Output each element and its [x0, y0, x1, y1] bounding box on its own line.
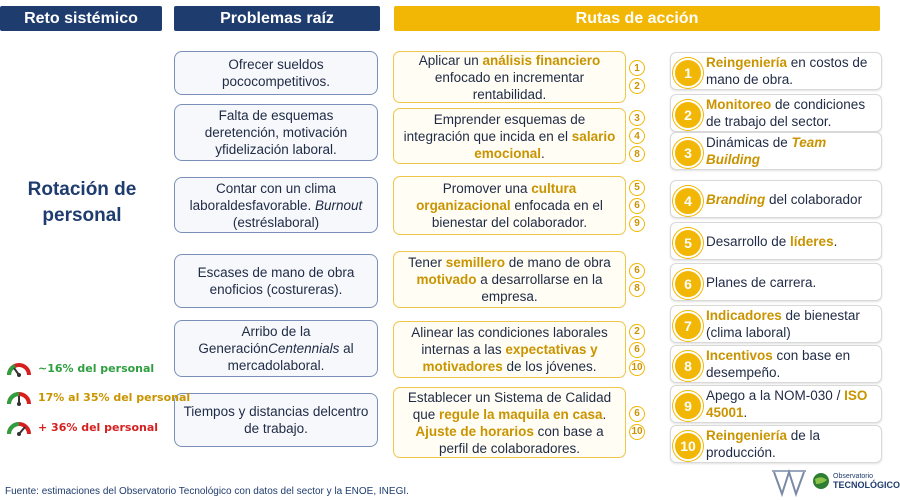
problem-box: [174, 320, 378, 377]
action-number-badge: 4: [673, 186, 703, 216]
route-text-segment: de los jóvenes.: [502, 359, 597, 374]
systemic-challenge: [0, 177, 164, 229]
route-text-segment: Ajuste de horarios: [415, 423, 534, 439]
action-text: [706, 387, 875, 421]
problem-text-segment: centro de trabajo.: [244, 404, 369, 436]
problem-text-segment: Falta de esquemas de: [204, 108, 334, 140]
action-text-segment: Dinámicas de: [706, 135, 792, 150]
problem-text: [181, 264, 371, 298]
route-text: [400, 180, 619, 231]
gauge-high-icon: [6, 416, 32, 438]
action-text-segment: Branding: [706, 191, 766, 207]
action-text: [706, 134, 875, 168]
legend-item-low: [6, 357, 154, 379]
route-text-segment: Tener: [408, 255, 446, 270]
source-note: Fuente: estimaciones del Observatorio Tecnológico con datos del sector y la ENOE, INEGI.: [5, 486, 409, 497]
problem-text: [181, 323, 371, 374]
route-text-segment: enfocado en incrementar rentabilidad.: [434, 69, 585, 102]
institution-logo-icon: [772, 468, 806, 498]
action-item: [670, 94, 882, 132]
legend-item-high: [6, 416, 158, 438]
problem-text-segment: (estrés: [232, 214, 275, 230]
header-systemic: Reto sistémico: [0, 6, 162, 31]
route-text-segment: cultura organizacional: [416, 181, 577, 213]
action-item: [670, 52, 882, 90]
route-text-segment: expectativas y motivadores: [422, 342, 598, 374]
route-box: [393, 176, 626, 235]
action-item: [670, 132, 882, 170]
route-action-number: 4: [629, 128, 645, 144]
action-number-badge: 5: [673, 228, 703, 258]
action-text-segment: de bienestar (clima laboral): [706, 308, 860, 340]
action-text: [706, 191, 862, 208]
problem-text-segment: desfavorable.: [230, 197, 316, 213]
gauge-mid-icon: [6, 386, 32, 408]
observatorio-logo: [812, 472, 900, 490]
action-text: [706, 427, 875, 461]
problem-text: [181, 180, 371, 231]
problem-box: [174, 393, 378, 447]
action-number-badge: 10: [673, 431, 703, 461]
action-text-segment: en costos de mano de obra.: [706, 55, 868, 87]
globe-icon: [812, 472, 830, 490]
logo-text: Observatorio: [833, 473, 874, 480]
action-text-segment: ISO 45001: [706, 388, 868, 420]
problem-text-segment: competitivos.: [251, 74, 331, 89]
problem-text: [181, 107, 371, 158]
action-item: [670, 305, 882, 343]
route-text: [400, 52, 619, 103]
action-number-badge: 6: [673, 269, 703, 299]
route-text-segment: a desarrollarse en la empresa.: [476, 272, 603, 304]
route-text-segment: Emprender esquemas de integración que incida en el: [403, 111, 586, 144]
route-box: [393, 251, 626, 308]
problem-text: [181, 56, 371, 90]
route-text-segment: de mano de obra: [504, 255, 611, 270]
route-text-segment: salario emocional: [474, 128, 616, 161]
legend-item-mid: [6, 386, 190, 408]
legend-label: ~16% del personal: [38, 361, 155, 375]
route-action-number: 8: [629, 281, 645, 297]
problem-text-segment: laboral.: [280, 358, 325, 373]
route-text: [400, 324, 619, 375]
action-text: [706, 233, 837, 250]
route-text-segment: Alinear las condiciones laborales internas a las: [411, 325, 608, 357]
route-action-number: 10: [629, 424, 645, 440]
problem-text-segment: Escases de mano de obra en: [197, 265, 355, 297]
route-text-segment: Promover una: [442, 181, 532, 196]
route-box: [393, 387, 626, 458]
problem-text-segment: Tiempos y distancias del: [183, 404, 331, 419]
action-text-segment: con base en desempeño.: [706, 348, 851, 380]
header-root-problems: Problemas raíz: [174, 6, 380, 31]
route-action-number: 2: [629, 78, 645, 94]
action-number-badge: 3: [673, 138, 703, 168]
route-action-number: 3: [629, 110, 645, 126]
action-text-segment: Incentivos: [706, 348, 773, 363]
route-box: [393, 51, 626, 103]
action-text-segment: del colaborador: [765, 191, 863, 207]
route-box: [393, 321, 626, 378]
route-action-number: 10: [629, 360, 645, 376]
action-text-segment: Indicadores: [706, 308, 782, 323]
action-number-badge: 7: [673, 311, 703, 341]
legend-label: 17% al 35% del personal: [38, 390, 191, 404]
route-text: [400, 389, 619, 457]
route-text-segment: enfocada en el bienestar del colaborador.: [431, 198, 603, 230]
action-text: [706, 347, 875, 381]
route-text-segment: motivado: [416, 272, 477, 287]
action-text: [706, 54, 875, 88]
problem-box: [174, 254, 378, 308]
action-number-badge: 2: [673, 100, 703, 130]
action-text-segment: Apego a la NOM-030 /: [706, 388, 845, 403]
action-number-badge: 1: [673, 58, 703, 88]
problem-box: [174, 177, 378, 233]
route-text-segment: semillero: [445, 255, 505, 270]
route-text-segment: .: [541, 145, 545, 161]
action-item: [670, 345, 882, 383]
route-text-segment: regule la maquila en casa: [438, 406, 603, 422]
gauge-low-icon: [6, 357, 32, 379]
route-text-segment: Establecer un Sistema de Calidad que: [407, 389, 612, 422]
problem-box: [174, 51, 378, 95]
problem-text-segment: Burnout: [315, 197, 363, 213]
route-text-segment: .: [602, 406, 607, 422]
route-action-number: 1: [629, 60, 645, 76]
action-item: [670, 263, 882, 301]
problem-text: [181, 403, 371, 437]
problem-text-segment: fidelización laboral.: [221, 142, 337, 157]
action-text-segment: .: [743, 405, 748, 420]
problem-text-segment: retención, motivación y: [215, 125, 348, 157]
action-number-badge: 8: [673, 351, 703, 381]
action-item: [670, 180, 882, 218]
route-text-segment: Aplicar un: [418, 52, 483, 68]
action-text-segment: de condiciones de trabajo del sector.: [706, 97, 866, 129]
action-text-segment: .: [833, 233, 838, 249]
problem-text-segment: Contar con un clima laboral: [189, 180, 337, 213]
action-text-segment: Reingeniería: [706, 55, 788, 70]
action-text-segment: Desarrollo de: [706, 233, 791, 249]
route-text: [400, 254, 619, 305]
problem-text-segment: Arribo de la Generación: [198, 324, 311, 356]
problem-text-segment: Centennials: [268, 341, 340, 356]
route-action-number: 5: [629, 180, 645, 196]
logo-text: TECNOLÓGICO: [833, 480, 900, 490]
route-action-number: 6: [629, 263, 645, 279]
problem-text-segment: al mercado: [227, 341, 354, 373]
problem-text-segment: oficios (costureras).: [224, 282, 343, 297]
action-item: [670, 385, 882, 423]
route-action-number: 2: [629, 324, 645, 340]
route-text-segment: análisis financiero: [482, 52, 601, 68]
systemic-line: Rotación de: [27, 179, 137, 200]
action-text-segment: de la producción.: [706, 428, 821, 460]
action-item: [670, 425, 882, 463]
action-text-segment: Monitoreo: [706, 97, 772, 112]
problem-box: [174, 104, 378, 161]
action-text: [706, 307, 875, 341]
route-action-number: 6: [629, 342, 645, 358]
action-item: [670, 222, 882, 260]
action-text-segment: líderes: [790, 233, 834, 249]
action-number-badge: 9: [673, 391, 703, 421]
route-text: [400, 111, 619, 162]
route-action-number: 9: [629, 216, 645, 232]
systemic-line: personal: [42, 205, 122, 226]
action-text-segment: Reingeniería: [706, 428, 788, 443]
route-text-segment: con base a perfil de colaboradores.: [438, 423, 604, 456]
action-text-segment: Planes de carrera.: [706, 274, 817, 290]
action-text-segment: Team Building: [706, 135, 827, 167]
route-action-number: 8: [629, 146, 645, 162]
legend-label: + 36% del personal: [38, 420, 159, 434]
route-action-number: 6: [629, 406, 645, 422]
action-text: [706, 96, 875, 130]
action-text: [706, 274, 816, 291]
route-box: [393, 108, 626, 164]
problem-text-segment: Ofrecer sueldos poco: [221, 57, 324, 89]
header-action-routes: Rutas de acción: [394, 6, 880, 31]
problem-text-segment: laboral): [274, 214, 320, 230]
route-action-number: 6: [629, 198, 645, 214]
